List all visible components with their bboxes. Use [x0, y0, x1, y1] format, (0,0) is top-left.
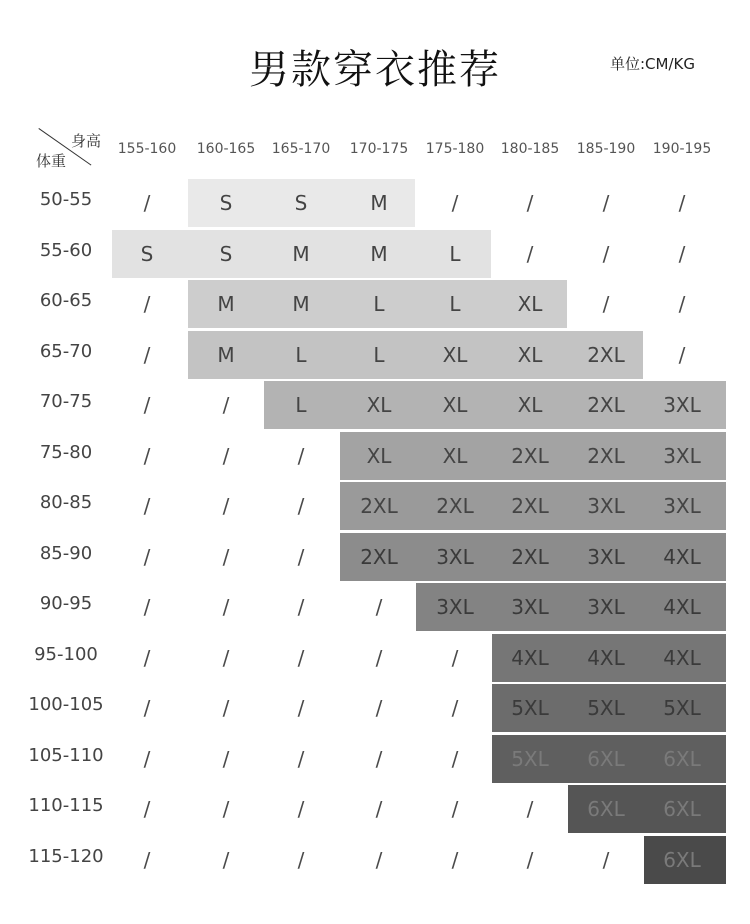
size-cell: 5XL [587, 696, 625, 720]
size-cell: L [373, 342, 385, 367]
empty-cell: / [222, 443, 230, 468]
empty-cell: / [143, 494, 151, 518]
empty-cell: / [375, 645, 383, 670]
size-cell: XL [442, 342, 468, 367]
size-cell: 4XL [663, 595, 701, 619]
unit-label: 单位:CM/KG [610, 55, 695, 73]
weight-row-label: 60-65 [39, 290, 93, 311]
weight-row-label: 110-115 [28, 795, 104, 816]
empty-cell: / [375, 797, 383, 821]
size-cell: 6XL [663, 797, 701, 821]
empty-cell: / [602, 847, 610, 872]
weight-axis-label: 体重 [36, 152, 67, 170]
page-title: 男款穿衣推荐 [249, 47, 501, 93]
empty-cell: / [297, 595, 305, 619]
empty-cell: / [297, 645, 305, 670]
height-column-header: 175-180 [425, 141, 485, 157]
size-cell: M [370, 241, 388, 266]
size-cell: 6XL [587, 797, 625, 821]
empty-cell: / [222, 494, 230, 518]
size-cell: 6XL [663, 746, 701, 771]
size-cell: XL [442, 393, 468, 417]
weight-row-label: 100-105 [28, 694, 104, 715]
empty-cell: / [678, 241, 686, 266]
empty-cell: / [222, 544, 230, 569]
height-column-header: 165-170 [271, 141, 331, 157]
empty-cell: / [143, 696, 151, 720]
corner-header [36, 128, 106, 170]
size-cell: 4XL [663, 645, 701, 670]
empty-cell: / [375, 595, 383, 619]
size-cell: 6XL [587, 746, 625, 771]
size-cell: 2XL [436, 494, 474, 518]
empty-cell: / [222, 696, 230, 720]
height-column-header: 180-185 [500, 141, 560, 157]
empty-cell: / [297, 847, 305, 872]
empty-cell: / [375, 847, 383, 872]
size-cell: M [217, 292, 235, 316]
empty-cell: / [678, 342, 686, 367]
size-cell: 4XL [587, 645, 625, 670]
weight-row-label: 50-55 [39, 189, 93, 210]
empty-cell: / [602, 292, 610, 316]
size-cell: L [373, 292, 385, 316]
size-cell: 3XL [663, 443, 701, 468]
empty-cell: / [143, 191, 151, 215]
empty-cell: / [526, 191, 534, 215]
weight-row-label: 80-85 [39, 492, 93, 513]
empty-cell: / [297, 746, 305, 771]
height-column-header: 185-190 [576, 141, 636, 157]
height-column-header: 170-175 [349, 141, 409, 157]
size-cell: 2XL [511, 443, 549, 468]
empty-cell: / [375, 696, 383, 720]
empty-cell: / [678, 191, 686, 215]
empty-cell: / [143, 443, 151, 468]
size-cell: 2XL [511, 544, 549, 569]
size-cell: S [219, 241, 233, 266]
size-cell: S [219, 191, 233, 215]
height-column-header: 160-165 [196, 141, 256, 157]
empty-cell: / [143, 393, 151, 417]
empty-cell: / [602, 191, 610, 215]
empty-cell: / [526, 847, 534, 872]
empty-cell: / [451, 696, 459, 720]
size-cell: XL [442, 443, 468, 468]
empty-cell: / [143, 746, 151, 771]
empty-cell: / [451, 746, 459, 771]
size-cell: S [294, 191, 308, 215]
empty-cell: / [143, 342, 151, 367]
size-cell: 3XL [587, 544, 625, 569]
empty-cell: / [143, 544, 151, 569]
weight-row-label: 65-70 [39, 340, 93, 362]
size-cell: M [370, 191, 388, 215]
empty-cell: / [678, 292, 686, 316]
height-axis-label: 身高 [71, 132, 102, 150]
empty-cell: / [143, 797, 151, 821]
size-cell: 3XL [663, 393, 701, 417]
size-cell: 3XL [663, 494, 701, 518]
size-cell: XL [366, 443, 392, 468]
size-cell: 2XL [587, 393, 625, 417]
empty-cell: / [451, 645, 459, 670]
empty-cell: / [143, 847, 151, 872]
empty-cell: / [222, 847, 230, 872]
size-cell: L [295, 393, 307, 417]
empty-cell: / [222, 797, 230, 821]
size-cell: 2XL [360, 494, 398, 518]
empty-cell: / [222, 645, 230, 670]
empty-cell: / [143, 292, 151, 316]
size-cell: L [449, 292, 461, 316]
size-cell: XL [517, 292, 543, 316]
weight-row-label: 85-90 [39, 542, 93, 564]
empty-cell: / [222, 595, 230, 619]
weight-row-label: 90-95 [39, 593, 93, 614]
empty-cell: / [451, 797, 459, 821]
empty-cell: / [143, 645, 151, 670]
empty-cell: / [222, 746, 230, 771]
size-cell: 5XL [663, 696, 701, 720]
size-cell: S [140, 241, 154, 266]
size-cell: 2XL [587, 443, 625, 468]
empty-cell: / [222, 393, 230, 417]
size-cell: L [295, 342, 307, 367]
empty-cell: / [297, 544, 305, 569]
weight-row-label: 95-100 [34, 643, 98, 665]
size-cell: 2XL [360, 544, 398, 569]
empty-cell: / [143, 595, 151, 619]
size-cell: M [292, 292, 310, 316]
size-cell: 5XL [511, 696, 549, 720]
empty-cell: / [297, 797, 305, 821]
empty-cell: / [451, 191, 459, 215]
size-cell: XL [517, 393, 543, 417]
size-cell: L [449, 241, 461, 266]
weight-row-label: 115-120 [28, 845, 104, 867]
weight-row-label: 75-80 [39, 441, 93, 463]
weight-row-label: 105-110 [28, 744, 104, 766]
empty-cell: / [602, 241, 610, 266]
size-cell: 2XL [587, 342, 625, 367]
size-cell: 3XL [587, 595, 625, 619]
size-cell: 5XL [511, 746, 549, 771]
empty-cell: / [297, 696, 305, 720]
size-cell: 6XL [663, 847, 701, 872]
size-cell: XL [366, 393, 392, 417]
size-cell: 4XL [511, 645, 549, 670]
size-cell: 3XL [436, 595, 474, 619]
empty-cell: / [526, 797, 534, 821]
empty-cell: / [297, 443, 305, 468]
size-cell: M [217, 342, 235, 367]
empty-cell: / [375, 746, 383, 771]
size-cell: 3XL [436, 544, 474, 569]
empty-cell: / [297, 494, 305, 518]
empty-cell: / [526, 241, 534, 266]
size-cell: 3XL [587, 494, 625, 518]
size-cell: 2XL [511, 494, 549, 518]
weight-row-label: 55-60 [39, 239, 93, 261]
size-cell: 4XL [663, 544, 701, 569]
height-column-header: 155-160 [117, 141, 177, 157]
empty-cell: / [451, 847, 459, 872]
size-cell: M [292, 241, 310, 266]
weight-row-label: 70-75 [39, 391, 93, 412]
height-column-header: 190-195 [652, 141, 712, 157]
size-cell: XL [517, 342, 543, 367]
size-cell: 3XL [511, 595, 549, 619]
